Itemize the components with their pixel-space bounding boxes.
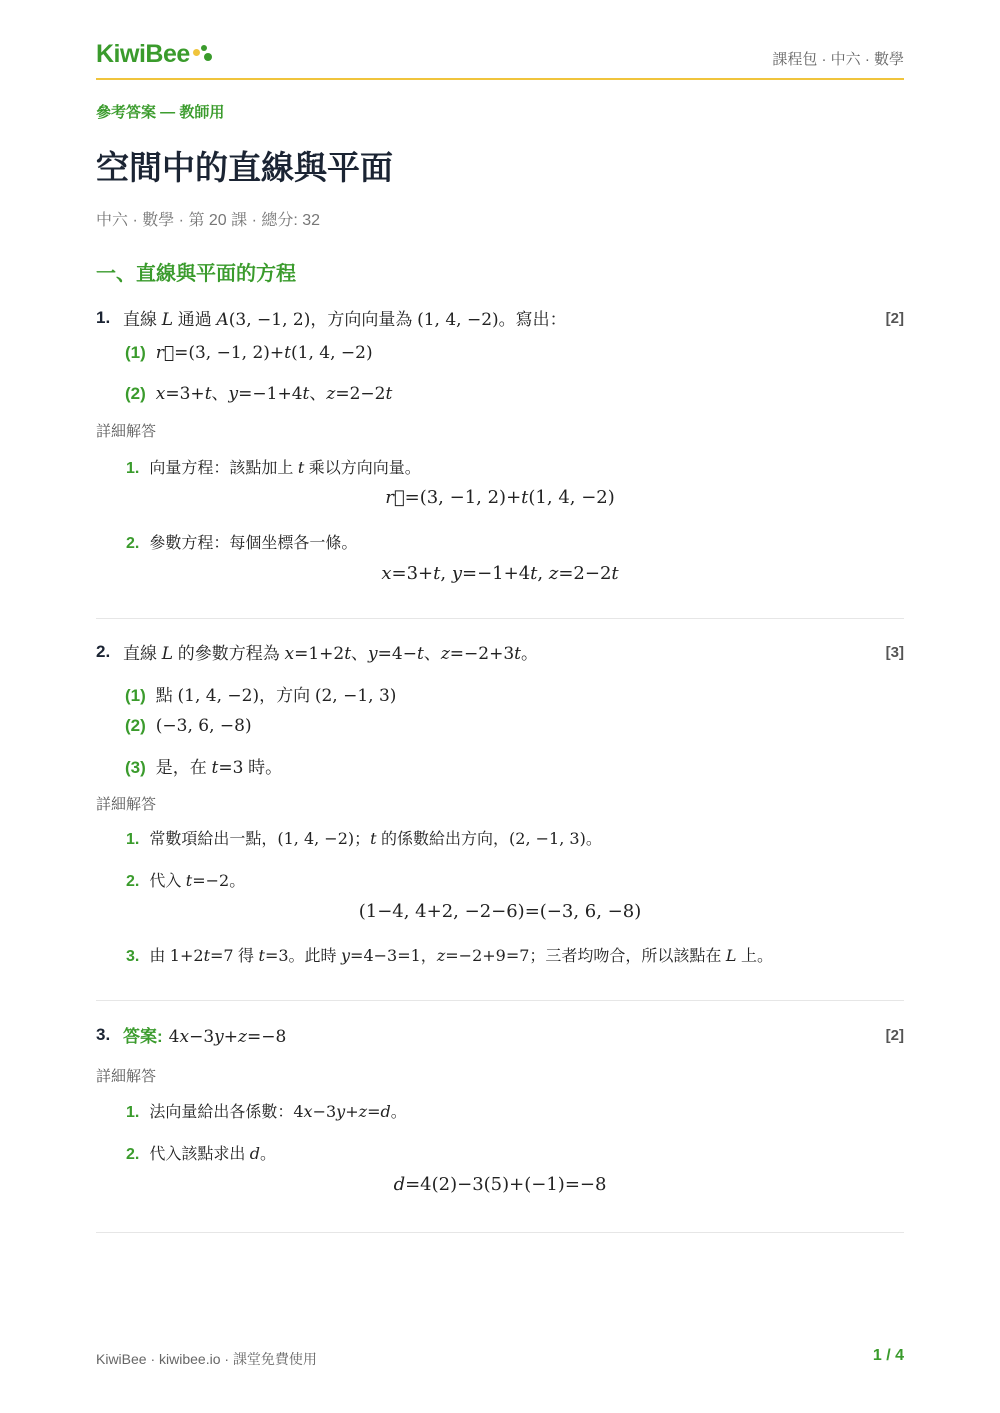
solution-step: 3. 由 1+2t=7 得 t=3。此時 y=4−3=1，z=−2+9=7；三者均吻合，所以該點在 L 上。 [126,946,773,965]
solution-heading: 詳細解答 [96,423,157,440]
step-number: 1. [126,460,140,477]
solution-step: 1. 常數項給出一點，(1, 4, −2)；t 的係數給出方向，(2, −1, 3)。 [126,829,602,848]
part-label: (2) [125,716,146,735]
kiwibee-logo [96,40,215,69]
solution-step [126,530,357,553]
answer-key-label: 參考答案 — 教師用 [96,104,225,121]
divider [96,1232,904,1233]
question-number: 3. [96,1025,111,1044]
part-label: (1) [125,686,146,705]
question-text: 直線 L 的參數方程為 x=1+2t、y=4−t、z=−2+3t。 [123,644,538,664]
answer-label: 答案: [123,1027,163,1046]
part-label: (2) [125,384,146,403]
divider [96,618,904,619]
step-number: 1. [126,831,140,848]
logo-text: KiwiBee [96,40,190,68]
divider [96,1000,904,1001]
worksheet-page [96,0,904,1413]
solution-step: 2. 代入 t=−2。 [126,871,246,890]
solution-heading: 詳細解答 [96,796,157,813]
logo-dots-icon [193,45,215,65]
answer-part: (2) x=3+t、y=−1+4t、z=2−2t [125,384,393,404]
question-marks: [2] [885,310,904,327]
step-number: 2. [126,535,140,552]
page-header [96,38,904,80]
footer-text: KiwiBee · kiwibee.io · 課堂免費使用 [96,1351,317,1367]
question-answer: 答案: 4x−3y+z=−8 [123,1027,287,1047]
answer-part: (1) r⃗=(3, −1, 2)+t(1, 4, −2) [125,343,373,363]
section-title: 一、直線與平面的方程 [96,263,296,285]
part-label: (3) [125,758,146,777]
page-number: 1 / 4 [872,1347,904,1364]
solution-step: 1. 向量方程：該點加上 t 乘以方向向量。 [126,458,421,477]
lesson-meta: 中六 · 數學 · 第 20 課 · 總分: 32 [96,212,321,229]
answer-part: (1) 點 (1, 4, −2)，方向 (2, −1, 3) [125,686,397,706]
solution-step: 2. 代入該點求出 d。 [126,1144,277,1163]
answer-part: (3) 是，在 t=3 時。 [125,758,283,778]
step-text: 向量方程：該點加上 [149,460,294,477]
step-number: 1. [126,1104,140,1121]
question-marks: [3] [885,644,904,661]
equation: (1−4, 4+2, −2−6)=(−3, 6, −8) [358,901,642,922]
solution-heading: 詳細解答 [96,1068,157,1085]
answer-part: (2) (−3, 6, −8) [125,716,252,736]
step-text: 參數方程：每個坐標各一條。 [149,535,358,552]
course-breadcrumb: 課程包 · 中六 · 數學 [772,51,904,68]
question-number: 1. [96,308,111,327]
step-text: 乘以方向向量。 [308,460,421,477]
equation: x=3+t, y=−1+4t, z=2−2t [381,563,619,584]
equation: r⃗=(3, −1, 2)+t(1, 4, −2) [385,487,615,508]
step-number: 2. [126,1146,140,1163]
question-number: 2. [96,642,111,661]
solution-step: 1. 法向量給出各係數：4x−3y+z=d。 [126,1102,407,1121]
step-number: 3. [126,948,140,965]
part-label: (1) [125,343,146,362]
page-title: 空間中的直線與平面 [96,149,393,186]
question-text: 直線 L 通過 A(3, −1, 2)，方向向量為 (1, 4, −2)。寫出： [123,310,567,330]
step-number: 2. [126,873,140,890]
equation: d=4(2)−3(5)+(−1)=−8 [393,1174,607,1195]
question-marks: [2] [885,1027,904,1044]
